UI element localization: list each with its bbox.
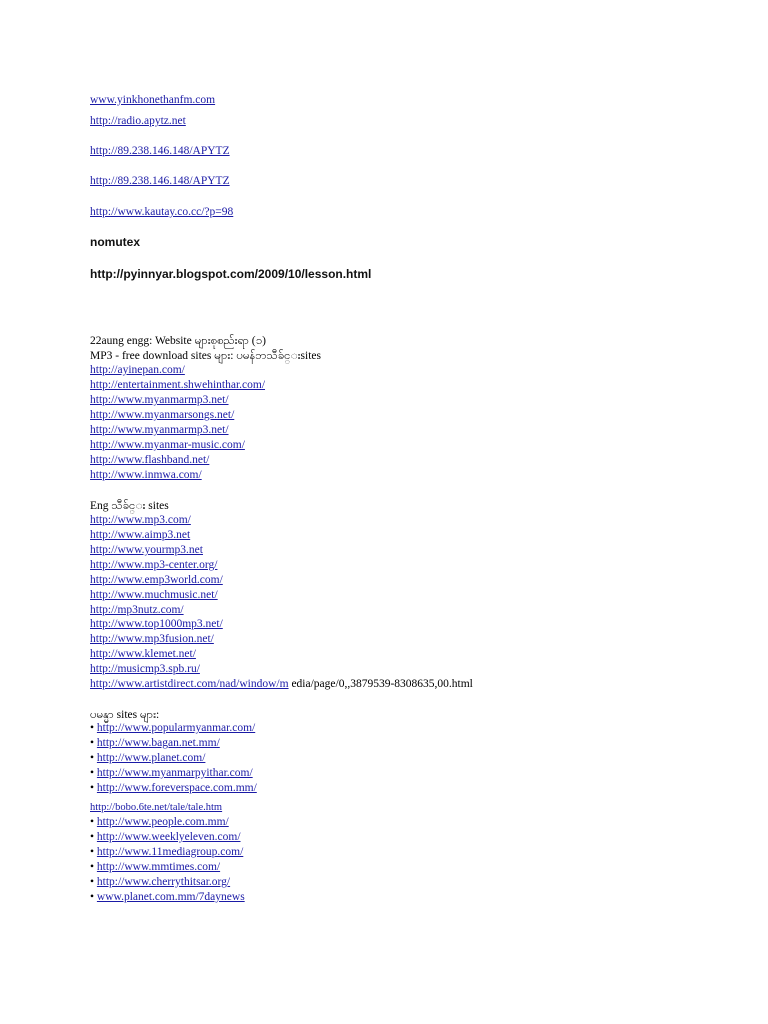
link-eng-3[interactable]: http://www.yourmp3.net xyxy=(90,544,203,556)
link-kautay[interactable]: http://www.kautay.co.cc/?p=98 xyxy=(90,206,234,218)
bullet: • xyxy=(90,831,95,843)
link-news-2[interactable]: http://www.weeklyeleven.com/ xyxy=(96,831,241,843)
link-apytz-ip-1[interactable]: http://89.238.146.148/APYTZ xyxy=(90,145,230,157)
list-item xyxy=(90,721,255,736)
link-mp3-3[interactable]: http://www.myanmarmp3.net/ xyxy=(90,394,229,406)
link-eng-5[interactable]: http://www.emp3world.com/ xyxy=(90,574,223,586)
link-news-1[interactable]: http://www.people.com.mm/ xyxy=(96,816,229,828)
link-myanmar-3[interactable]: http://www.planet.com/ xyxy=(96,752,206,764)
bullet: • xyxy=(90,722,95,734)
link-eng-1[interactable]: http://www.mp3.com/ xyxy=(90,514,191,526)
link-mp3-1[interactable]: http://ayinepan.com/ xyxy=(90,364,185,376)
bullet: • xyxy=(90,752,95,764)
link-eng-7[interactable]: http://mp3nutz.com/ xyxy=(90,604,184,616)
list-item xyxy=(90,815,229,830)
artist-tail: edia/page/0,,3879539-8308635,00.html xyxy=(291,678,473,690)
bullet: • xyxy=(90,816,95,828)
link-eng-8[interactable]: http://www.top1000mp3.net/ xyxy=(90,618,223,630)
link-eng-6[interactable]: http://www.muchmusic.net/ xyxy=(90,589,218,601)
bullet: • xyxy=(90,767,95,779)
link-eng-4[interactable]: http://www.mp3-center.org/ xyxy=(90,559,218,571)
link-artistdirect[interactable]: http://www.artistdirect.com/nad/window/m xyxy=(90,678,289,690)
intro-line-2: MP3 - free download sites များ: ပမန်ဘသီခ်င္းsites xyxy=(90,350,321,362)
link-myanmar-2[interactable]: http://www.bagan.net.mm/ xyxy=(96,737,220,749)
list-item xyxy=(90,766,253,781)
link-news-4[interactable]: http://www.mmtimes.com/ xyxy=(96,861,221,873)
eng-heading: Eng သီခ်င္း sites xyxy=(90,500,169,512)
list-item xyxy=(90,845,243,860)
link-mp3-7[interactable]: http://www.flashband.net/ xyxy=(90,454,210,466)
bullet: • xyxy=(90,891,95,903)
link-news-5[interactable]: http://www.cherrythitsar.org/ xyxy=(96,876,231,888)
link-eng-11[interactable]: http://musicmp3.spb.ru/ xyxy=(90,663,200,675)
link-myanmar-4[interactable]: http://www.myanmarpyithar.com/ xyxy=(96,767,253,779)
link-eng-9[interactable]: http://www.mp3fusion.net/ xyxy=(90,633,214,645)
link-eng-2[interactable]: http://www.aimp3.net xyxy=(90,529,191,541)
link-eng-10[interactable]: http://www.klemet.net/ xyxy=(90,648,196,660)
bullet: • xyxy=(90,737,95,749)
link-mp3-6[interactable]: http://www.myanmar-music.com/ xyxy=(90,439,245,451)
myanmar-heading: ပမန္မာ sites များ: xyxy=(90,709,160,721)
intro-line-1: 22aung engg: Website များစုစည်းရာ (၁) xyxy=(90,335,266,347)
list-item xyxy=(90,781,257,796)
link-news-6[interactable]: www.planet.com.mm/7daynews xyxy=(96,891,245,903)
list-item xyxy=(90,875,230,890)
bullet: • xyxy=(90,876,95,888)
link-mp3-4[interactable]: http://www.myanmarsongs.net/ xyxy=(90,409,235,421)
link-radio-apytz[interactable]: http://radio.apytz.net xyxy=(90,115,186,127)
heading-pyinnyar-url: http://pyinnyar.blogspot.com/2009/10/lesson.html xyxy=(90,267,372,281)
link-news-3[interactable]: http://www.11mediagroup.com/ xyxy=(96,846,244,858)
bullet: • xyxy=(90,861,95,873)
list-item xyxy=(90,736,220,751)
artist-line xyxy=(90,677,473,692)
list-item xyxy=(90,860,220,875)
link-yinkhonethanfm[interactable]: www.yinkhonethanfm.com xyxy=(90,94,216,106)
link-apytz-ip-2[interactable]: http://89.238.146.148/APYTZ xyxy=(90,175,230,187)
link-bobo[interactable]: http://bobo.6te.net/tale/tale.htm xyxy=(90,802,223,813)
heading-nomutex: nomutex xyxy=(90,235,141,249)
list-item xyxy=(90,890,245,905)
list-item xyxy=(90,830,241,845)
list-item xyxy=(90,751,205,766)
link-myanmar-1[interactable]: http://www.popularmyanmar.com/ xyxy=(96,722,256,734)
link-myanmar-5[interactable]: http://www.foreverspace.com.mm/ xyxy=(96,782,257,794)
link-mp3-5[interactable]: http://www.myanmarmp3.net/ xyxy=(90,424,229,436)
link-mp3-8[interactable]: http://www.inmwa.com/ xyxy=(90,469,202,481)
bullet: • xyxy=(90,846,95,858)
bullet: • xyxy=(90,782,95,794)
link-mp3-2[interactable]: http://entertainment.shwehinthar.com/ xyxy=(90,379,266,391)
